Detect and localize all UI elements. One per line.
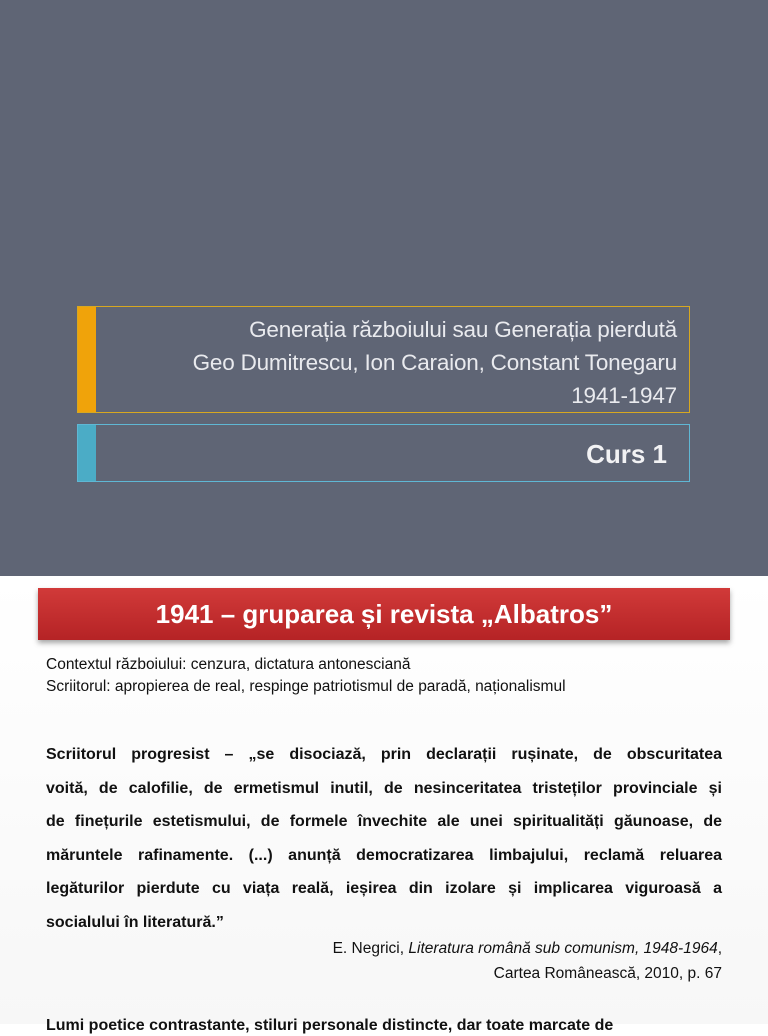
cut-off-text <box>46 1014 722 1034</box>
title-line: Geo Dumitrescu, Ion Caraion, Constant Tonegaru <box>192 350 677 375</box>
subtitle-accent-bar <box>78 425 96 481</box>
slide-heading: 1941 – gruparea și revista „Albatros” <box>38 588 730 640</box>
citation-publisher: Cartea Românească, 2010, p. 67 <box>493 965 722 982</box>
quote-line: Scriitorul progresist – „se disociază, prin declarații rușinate, de obscuritatea <box>46 746 722 763</box>
subtitle-placeholder <box>77 424 690 482</box>
title-line: 1941-1947 <box>571 383 677 408</box>
title-placeholder <box>77 306 690 413</box>
quote-line: voită, de calofilie, de ermetismul inutil, de nesinceritatea tristeților provinciale și <box>46 779 722 797</box>
context-line: Contextul războiului: cenzura, dictatura antonesciană <box>46 656 411 673</box>
quote-line: legăturilor pierdute cu viața reală, ieșirea din izolare și implicarea viguroasă a <box>46 880 722 897</box>
subtitle-text: Curs 1 <box>586 439 667 469</box>
title-text <box>104 313 677 412</box>
title-accent-bar <box>78 307 96 412</box>
citation-author: E. Negrici, <box>332 940 409 957</box>
citation-work: Literatura română sub comunism, 1948-1964 <box>408 940 718 957</box>
quote-line: de finețurile estetismului, de formele învechite ale unei spiritualități găunoase, de <box>46 813 722 830</box>
quote-line: socialului în literatură.” <box>46 913 224 931</box>
citation-comma: , <box>717 940 722 957</box>
quote-line: măruntele rafinamente. (...) anunță democratizarea limbajului, reclamă reluarea <box>46 846 722 864</box>
context-line: Scriitorul: apropierea de real, respinge patriotismul de paradă, naționalismul <box>46 678 566 695</box>
cut-off-line: Lumi poetice contrastante, stiluri personale distincte, dar toate marcate de <box>46 1017 614 1034</box>
quote-paragraph <box>46 738 722 939</box>
citation <box>333 936 722 986</box>
citation-line-1 <box>333 936 722 961</box>
context-text <box>46 654 736 698</box>
content-slide <box>0 576 768 1034</box>
title-line: Generația războiului sau Generația pierdută <box>249 317 677 342</box>
